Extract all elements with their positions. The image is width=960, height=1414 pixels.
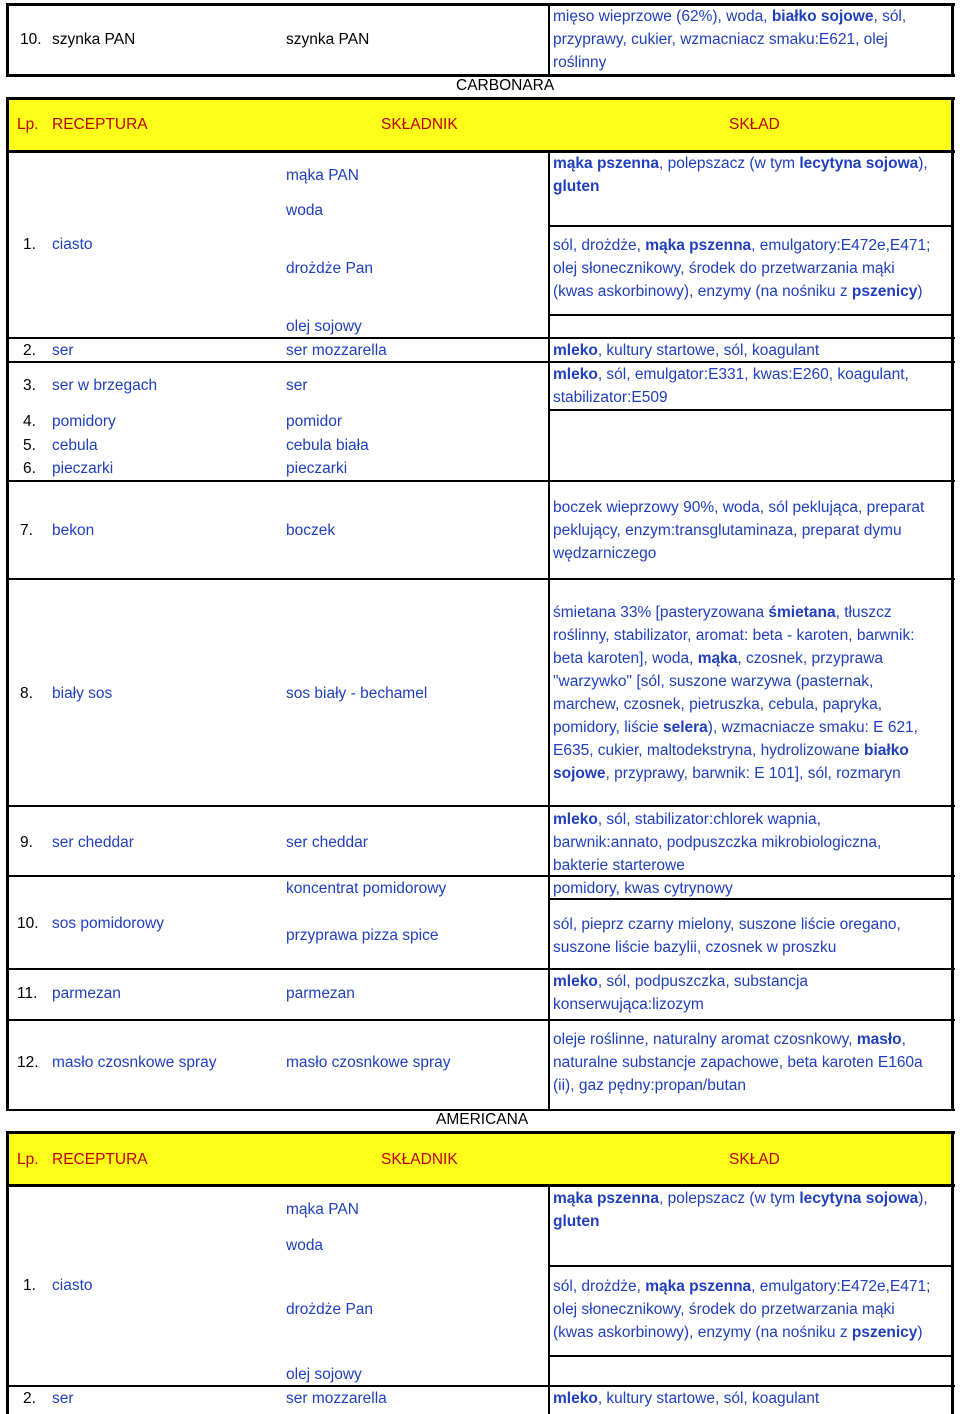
header-sklad: SKŁAD (729, 116, 780, 133)
skladnik-cell: szynka PAN (286, 31, 370, 48)
sklad-cell: mleko, sól, emulgator:E331, kwas:E260, koagulant, stabilizator:E509 (553, 366, 909, 406)
grid-line (951, 1184, 954, 1414)
grid-line (6, 97, 9, 153)
section-title: CARBONARA (456, 77, 555, 94)
grid-line (6, 1131, 955, 1134)
sklad-cell: sól, pieprz czarny mielony, suszone liście oregano, suszone liście bazylii, czosnek w proszku (553, 916, 901, 956)
lp-cell: 12. (17, 1054, 39, 1071)
grid-line (548, 225, 952, 227)
grid-line (548, 314, 952, 316)
header-receptura: RECEPTURA (52, 116, 148, 133)
sklad-cell: mięso wieprzowe (62%), woda, białko sojowe, sól, przyprawy, cukier, wzmacniacz smaku:E621, olej roślinny (553, 8, 907, 71)
skladnik-cell: ser cheddar (286, 834, 368, 851)
skladnik-cell: koncentrat pomidorowy (286, 880, 447, 897)
skladnik-cell: woda (286, 1237, 324, 1254)
grid-line (548, 1265, 952, 1267)
lp-cell: 10. (17, 915, 39, 932)
receptura-cell: parmezan (52, 985, 121, 1002)
grid-line (548, 1184, 550, 1414)
skladnik-cell: olej sojowy (286, 1366, 362, 1383)
skladnik-cell: masło czosnkowe spray (286, 1054, 451, 1071)
header-lp: Lp. (17, 1151, 39, 1168)
grid-line (6, 968, 955, 970)
lp-cell: 1. (23, 1277, 36, 1294)
table-header (6, 99, 954, 150)
lp-cell: 2. (23, 342, 36, 359)
grid-line (6, 875, 955, 877)
grid-line (6, 1109, 955, 1111)
receptura-cell: cebula (52, 437, 98, 454)
header-skladnik: SKŁADNIK (381, 116, 458, 133)
skladnik-cell: boczek (286, 522, 336, 539)
header-skladnik: SKŁADNIK (381, 1151, 458, 1168)
header-lp: Lp. (17, 116, 39, 133)
lp-cell: 11. (17, 985, 38, 1002)
lp-cell: 6. (23, 460, 36, 477)
header-sklad: SKŁAD (729, 1151, 780, 1168)
sklad-cell: mleko, sól, podpuszczka, substancja konserwująca:lizozym (553, 973, 809, 1013)
receptura-cell: ser cheddar (52, 834, 134, 851)
skladnik-cell: drożdże Pan (286, 260, 374, 277)
grid-line (6, 97, 955, 100)
lp-cell: 7. (20, 522, 33, 539)
sklad-cell: sól, drożdże, mąka pszenna, emulgatory:E472e,E471; olej słonecznikowy, środek do przetwarzania mąki (kwas askorbinowy), enzymy (na nośniku z pszenicy) (553, 1278, 931, 1341)
grid-line (548, 1355, 952, 1357)
grid-line (6, 1019, 955, 1021)
receptura-cell: bekon (52, 522, 95, 539)
skladnik-cell: ser (286, 377, 308, 394)
lp-cell: 10. (20, 31, 42, 48)
skladnik-cell: olej sojowy (286, 318, 362, 335)
lp-cell: 4. (23, 413, 36, 430)
skladnik-cell: mąka PAN (286, 1201, 359, 1218)
grid-line (6, 3, 955, 6)
receptura-cell: pomidory (52, 413, 116, 430)
grid-line (6, 74, 955, 77)
skladnik-cell: przyprawa pizza spice (286, 927, 439, 944)
grid-line (6, 361, 955, 363)
grid-line (548, 898, 952, 900)
receptura-cell: szynka PAN (52, 31, 136, 48)
header-receptura: RECEPTURA (52, 1151, 148, 1168)
grid-line (6, 3, 9, 76)
receptura-cell: ser (52, 1390, 74, 1407)
skladnik-cell: pomidor (286, 413, 342, 430)
sklad-cell: mąka pszenna, polepszacz (w tym lecytyna sojowa), gluten (553, 155, 928, 195)
grid-line (951, 1131, 954, 1187)
lp-cell: 1. (23, 236, 36, 253)
receptura-cell: sos pomidorowy (52, 915, 164, 932)
grid-line (548, 150, 550, 1110)
sklad-cell: mleko, kultury startowe, sól, koagulant (553, 342, 820, 359)
skladnik-cell: ser mozzarella (286, 342, 387, 359)
receptura-cell: ciasto (52, 236, 93, 253)
grid-line (951, 97, 954, 153)
receptura-cell: biały sos (52, 685, 113, 702)
lp-cell: 3. (23, 377, 36, 394)
grid-line (6, 805, 955, 807)
grid-line (951, 3, 954, 76)
sklad-cell: oleje roślinne, naturalny aromat czosnkowy, masło, naturalne substancje zapachowe, beta karoten E160a (ii), gaz pędny:propan/butan (553, 1031, 923, 1094)
receptura-cell: ser (52, 342, 74, 359)
sklad-cell: sól, drożdże, mąka pszenna, emulgatory:E472e,E471; olej słonecznikowy, środek do przetwarzania mąki (kwas askorbinowy), enzymy (na nośniku z pszenicy) (553, 237, 931, 300)
skladnik-cell: cebula biała (286, 437, 369, 454)
table-header (6, 1133, 954, 1184)
lp-cell: 5. (23, 437, 36, 454)
lp-cell: 9. (20, 834, 33, 851)
skladnik-cell: drożdże Pan (286, 1301, 374, 1318)
grid-line (548, 409, 952, 411)
grid-line (6, 1184, 955, 1187)
skladnik-cell: mąka PAN (286, 167, 359, 184)
skladnik-cell: woda (286, 202, 324, 219)
sklad-cell: mąka pszenna, polepszacz (w tym lecytyna sojowa), gluten (553, 1190, 928, 1230)
skladnik-cell: pieczarki (286, 460, 348, 477)
grid-line (6, 480, 955, 482)
sklad-cell: śmietana 33% [pasteryzowana śmietana, tłuszcz roślinny, stabilizator, aromat: beta - karoten, barwnik: beta karoten], woda, mąka, czosnek, przyprawa "warzywko" [sól, suszone warzywa (pasternak, marchew, czosnek, pietruszka, cebula, papryka, pomidory, liście selera), wzmacniacze smaku: E 621, E635, cukier, maltodekstryna, hydrolizowane białko sojowe, przyprawy, barwnik: E 101], sól, rozmaryn (553, 604, 918, 782)
receptura-cell: ser w brzegach (52, 377, 158, 394)
section-title: AMERICANA (436, 1111, 529, 1128)
receptura-cell: ciasto (52, 1277, 93, 1294)
grid-line (6, 150, 9, 1110)
sklad-cell: boczek wieprzowy 90%, woda, sól peklująca, preparat peklujący, enzym:transglutaminaza, preparat dymu wędzarniczego (553, 499, 925, 562)
skladnik-cell: ser mozzarella (286, 1390, 387, 1407)
receptura-cell: masło czosnkowe spray (52, 1054, 217, 1071)
grid-line (6, 337, 955, 339)
grid-line (6, 150, 955, 153)
lp-cell: 8. (20, 685, 33, 702)
sklad-cell: mleko, kultury startowe, sól, koagulant (553, 1390, 820, 1407)
grid-line (6, 1385, 955, 1387)
grid-line (548, 3, 550, 76)
receptura-cell: pieczarki (52, 460, 114, 477)
sklad-cell: pomidory, kwas cytrynowy (553, 880, 733, 897)
grid-line (951, 150, 954, 1110)
grid-line (6, 1131, 9, 1187)
grid-line (6, 1184, 9, 1414)
lp-cell: 2. (23, 1390, 36, 1407)
grid-line (6, 578, 955, 580)
skladnik-cell: sos biały - bechamel (286, 685, 428, 702)
skladnik-cell: parmezan (286, 985, 355, 1002)
sklad-cell: mleko, sól, stabilizator:chlorek wapnia, barwnik:annato, podpuszczka mikrobiologiczna, bakterie starterowe (553, 811, 882, 874)
